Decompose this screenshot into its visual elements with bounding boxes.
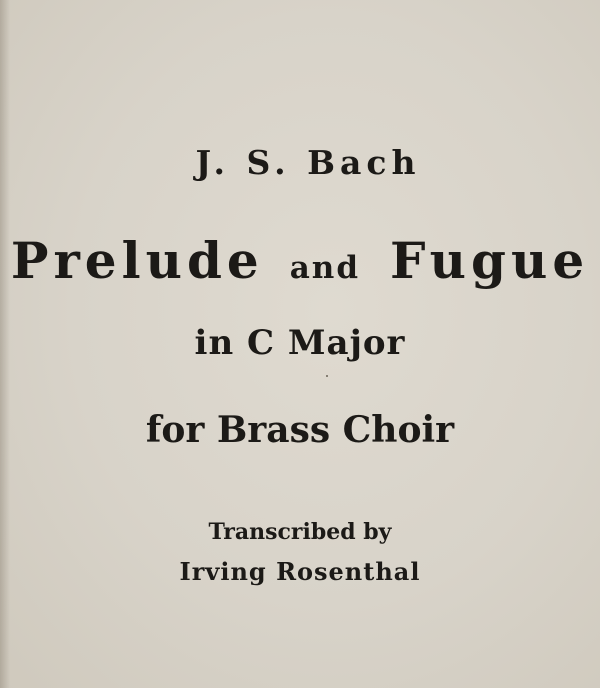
work-title [0, 231, 600, 290]
key-signature: in C Major [194, 323, 406, 363]
composer-name: J. S. Bach [195, 143, 421, 182]
title-prelude: Prelude [10, 231, 264, 290]
paper-speck [326, 375, 328, 377]
credit-label: Transcribed by [208, 519, 392, 545]
title-fugue: Fugue [390, 231, 590, 290]
arranger-name: Irving Rosenthal [179, 557, 421, 586]
instrumentation: for Brass Choir [145, 409, 455, 451]
title-connector: and [289, 250, 361, 286]
